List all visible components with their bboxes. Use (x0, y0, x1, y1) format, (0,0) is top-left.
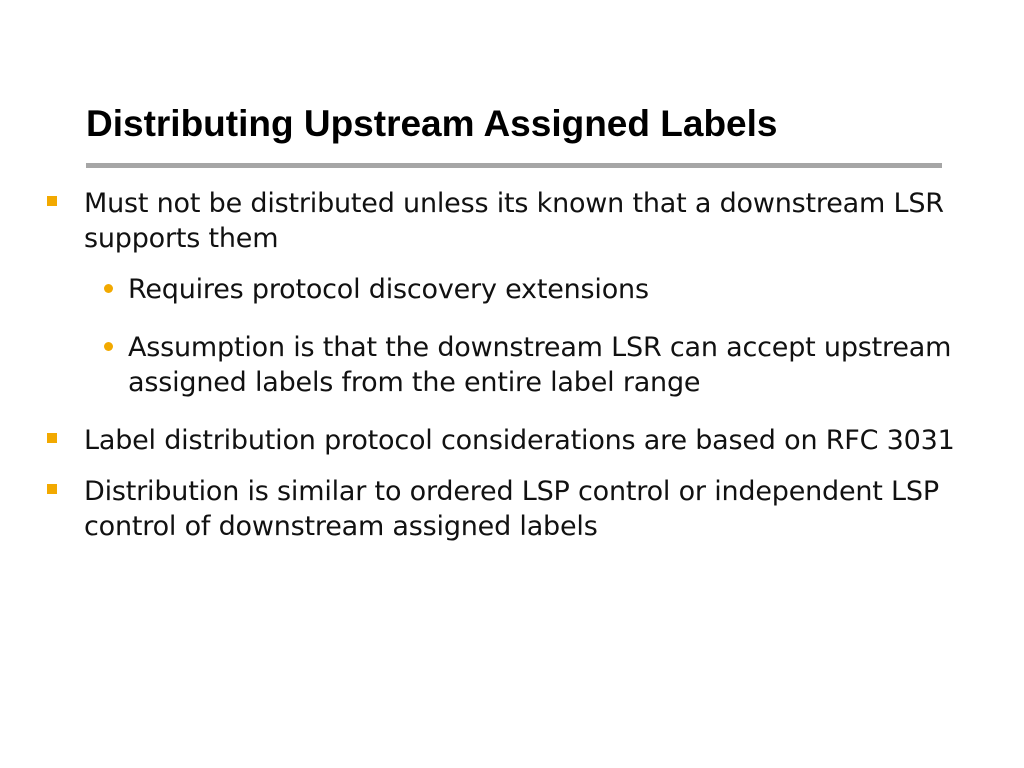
square-bullet-icon (47, 433, 57, 443)
title-divider (86, 163, 942, 168)
slide-title: Distributing Upstream Assigned Labels (86, 103, 778, 144)
bullet-item-2 (84, 423, 964, 458)
sub-bullet-item-1 (128, 272, 964, 307)
bullet-item-3 (84, 474, 964, 544)
sub-bullet-text: Assumption is that the downstream LSR can accept upstream assigned labels from the entire label range (128, 332, 952, 398)
bullet-text: Label distribution protocol considerations are based on RFC 3031 (84, 425, 955, 456)
sub-bullet-list (0, 272, 1024, 400)
bullet-item-1 (84, 186, 964, 256)
sub-bullet-item-2 (128, 330, 964, 400)
square-bullet-icon (47, 196, 57, 206)
round-bullet-icon (104, 284, 113, 293)
square-bullet-icon (47, 484, 57, 494)
bullet-list (0, 186, 1024, 560)
sub-bullet-text: Requires protocol discovery extensions (128, 274, 649, 305)
bullet-text: Must not be distributed unless its known that a downstream LSR supports them (84, 188, 944, 254)
bullet-text: Distribution is similar to ordered LSP control or independent LSP control of downstream assigned labels (84, 476, 939, 542)
round-bullet-icon (104, 342, 113, 351)
